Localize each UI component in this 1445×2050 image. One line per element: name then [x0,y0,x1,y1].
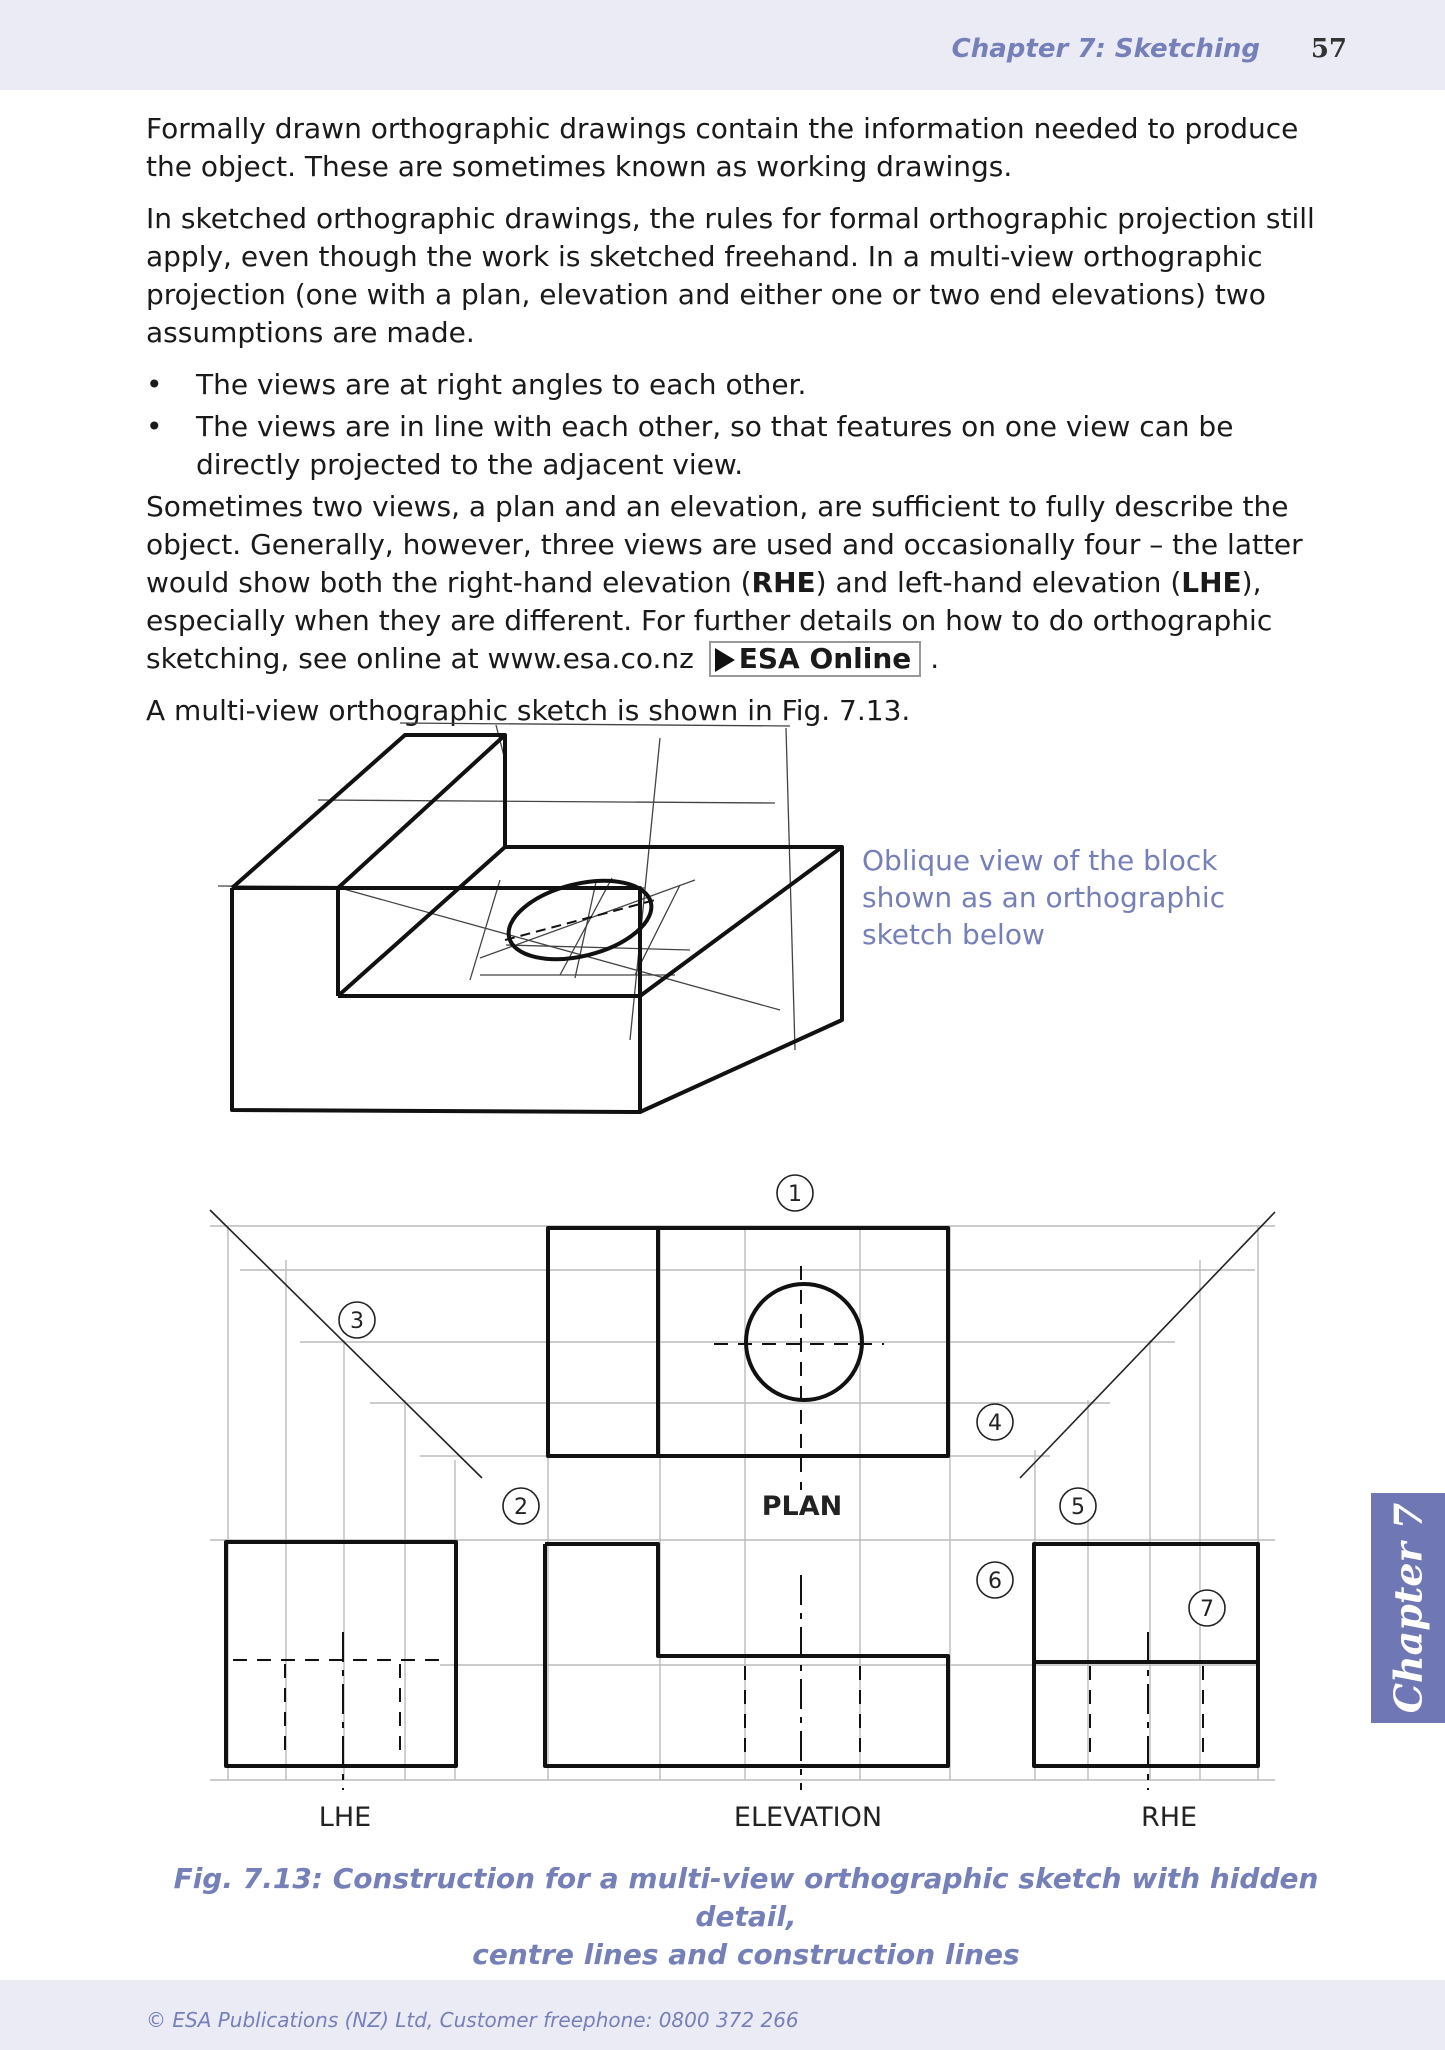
chapter-tab[interactable] [1371,1493,1445,1723]
chapter-title: Chapter 7: Sketching [951,34,1260,64]
rhe-label: RHE [1140,1802,1198,1833]
paragraph: A multi-view orthographic sketch is shown in Fig. 7.13. [146,694,911,727]
caption-line-1: Fig. 7.13: Construction for a multi-view orthographic sketch with hidden detail, [173,1862,1319,1933]
text-span: . [930,642,940,675]
marker-7: 7 [1200,1597,1214,1622]
list-item: • The views are in line with each other, so that features on one view can be directly projected to the adjacent view. [146,408,1336,484]
lhe-label: LHE [318,1802,372,1833]
chapter-tab-label: Chapter 7 [1385,1502,1431,1714]
rhe-abbrev: RHE [751,566,816,599]
marker-5: 5 [1071,1495,1085,1520]
marker-2: 2 [514,1495,528,1520]
marker-4: 4 [988,1411,1002,1436]
oblique-caption: Oblique view of the block shown as an orthographic sketch below [862,844,1226,951]
marker-6: 6 [988,1569,1002,1594]
footer-text: © ESA Publications (NZ) Ltd, Customer freephone: 0800 372 266 [146,2008,799,2032]
page-footer [0,1980,1445,2050]
lhe-abbrev: LHE [1181,566,1242,599]
caption-line-2: centre lines and construction lines [472,1938,1020,1971]
marker-1: 1 [788,1182,802,1207]
figure-caption [146,1860,1346,1974]
text-span: ), especially when they are different. For further details on how to do orthographic sketching, see online at www.esa.co.nz [146,566,1273,675]
paragraph: Formally drawn orthographic drawings contain the information needed to produce the object. These are sometimes known as working drawings. [146,112,1299,183]
list-item: • The views are at right angles to each other. [146,366,1336,404]
text-span: ) and left-hand elevation ( [815,566,1182,599]
esa-online-label: ESA Online [738,642,912,675]
plan-label: PLAN [761,1491,843,1522]
page-number: 57 [1310,34,1347,64]
marker-3: 3 [350,1309,364,1334]
elevation-label: ELEVATION [733,1802,883,1833]
paragraph: In sketched orthographic drawings, the rules for formal orthographic projection still apply, even though the work is sketched freehand. In a multi-view orthographic projection (one with a plan, elevation and either one or two end elevations) two assumptions are made. [146,202,1315,349]
text-span: Sometimes two views, a plan and an elevation, are sufficient to fully describe the object. Generally, however, three views are used and occasionally four – the latter would show both the right-hand elevation ( [146,490,1303,599]
